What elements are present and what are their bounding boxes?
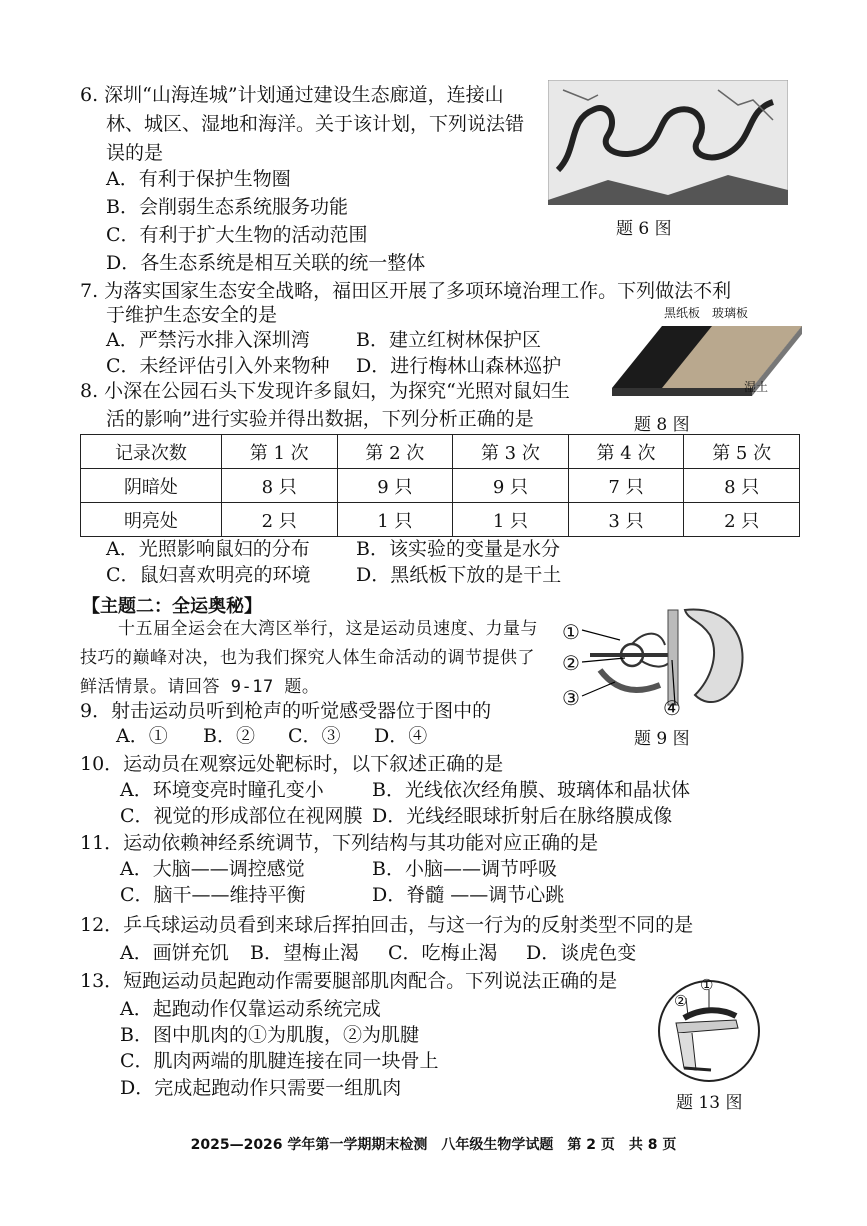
q10-option-c: C．视觉的形成部位在视网膜 bbox=[120, 805, 363, 827]
q11-stem: 11．运动依赖神经系统调节，下列结构与其功能对应正确的是 bbox=[80, 832, 599, 854]
table-header-cell: 第 4 次 bbox=[568, 435, 684, 469]
q12-stem: 12．乒乓球运动员看到来球后挥拍回击，与这一行为的反射类型不同的是 bbox=[80, 914, 694, 936]
q7-stem-line-2: 于维护生态安全的是 bbox=[106, 304, 278, 326]
q7-option-b: B．建立红树林保护区 bbox=[356, 329, 541, 351]
page-footer: 2025—2026 学年第一学期期末检测 八年级生物学试题 第 2 页 共 8 页 bbox=[190, 1137, 677, 1153]
table-header-cell: 第 5 次 bbox=[684, 435, 800, 469]
q6-stem-line-2: 林、城区、湿地和海洋。关于该计划，下列说法错 bbox=[106, 113, 525, 135]
q13-stem: 13．短跑运动员起跑动作需要腿部肌肉配合。下列说法正确的是 bbox=[80, 970, 618, 992]
table-header-cell: 第 2 次 bbox=[337, 435, 453, 469]
q13-option-c: C．肌肉两端的肌腱连接在同一块骨上 bbox=[120, 1050, 439, 1072]
q9-label-1: ① bbox=[562, 620, 580, 644]
q8-option-c: C．鼠妇喜欢明亮的环境 bbox=[106, 564, 311, 586]
q6-stem-line-1: 6. 深圳“山海连城”计划通过建设生态廊道，连接山 bbox=[80, 84, 504, 106]
table-cell: 阴暗处 bbox=[81, 469, 222, 503]
q13-option-b: B．图中肌肉的①为肌腹，②为肌腱 bbox=[120, 1024, 419, 1046]
table-cell: 7 只 bbox=[568, 469, 684, 503]
q8-box-figure bbox=[602, 318, 802, 398]
q13-option-a: A．起跑动作仅靠运动系统完成 bbox=[120, 998, 381, 1020]
table-cell: 明亮处 bbox=[81, 503, 222, 537]
q6-stem-line-3: 误的是 bbox=[106, 142, 164, 164]
q6-option-b: B．会削弱生态系统服务功能 bbox=[106, 196, 348, 218]
q9-ear-figure bbox=[560, 600, 755, 715]
q8-stem-line-2: 活的影响”进行实验并得出数据，下列分析正确的是 bbox=[106, 408, 534, 430]
table-cell: 1 只 bbox=[453, 503, 569, 537]
q9-stem: 9．射击运动员听到枪声的听觉感受器位于图中的 bbox=[80, 700, 492, 722]
table-cell: 9 只 bbox=[453, 469, 569, 503]
q6-option-d: D．各生态系统是相互关联的统一整体 bbox=[106, 252, 426, 274]
q8-option-a: A．光照影响鼠妇的分布 bbox=[106, 538, 310, 560]
q7-option-d: D．进行梅林山森林巡护 bbox=[356, 355, 562, 377]
q8-label-glass-board: 玻璃板 bbox=[712, 306, 749, 320]
q9-figure-caption: 题 9 图 bbox=[634, 729, 690, 749]
q11-option-b: B．小脑——调节呼吸 bbox=[372, 858, 557, 880]
q13-figure-caption: 题 13 图 bbox=[676, 1093, 743, 1113]
q10-option-d: D．光线经眼球折射后在脉络膜成像 bbox=[372, 805, 673, 827]
q8-option-d: D．黑纸板下放的是干土 bbox=[356, 564, 562, 586]
q11-option-c: C．脑干——维持平衡 bbox=[120, 884, 306, 906]
q12-option-b: B．望梅止渴 bbox=[250, 942, 359, 964]
q9-label-4: ④ bbox=[663, 696, 681, 720]
table-cell: 8 只 bbox=[684, 469, 800, 503]
table-row bbox=[81, 469, 800, 503]
table-cell: 9 只 bbox=[337, 469, 453, 503]
theme2-title: 【主题二：全运奥秘】 bbox=[82, 596, 262, 617]
q10-option-a: A．环境变亮时瞳孔变小 bbox=[120, 779, 324, 801]
q12-option-c: C．吃梅止渴 bbox=[388, 942, 498, 964]
theme2-passage: 十五届全运会在大湾区举行，这是运动员速度、力量与技巧的巅峰对决，也为我们探究人体生命活动的调节提供了鲜活情景。请回答 9-17 题。 bbox=[80, 619, 538, 697]
q8-stem-line-1: 8. 小深在公园石头下发现许多鼠妇，为探究“光照对鼠妇生 bbox=[80, 380, 570, 402]
q13-option-d: D．完成起跑动作只需要一组肌肉 bbox=[120, 1077, 402, 1099]
q11-option-d: D．脊髓 ——调节心跳 bbox=[372, 884, 565, 906]
table-header-cell: 记录次数 bbox=[81, 435, 222, 469]
q8-option-b: B．该实验的变量是水分 bbox=[356, 538, 560, 560]
q9-option-a: A．① bbox=[116, 725, 168, 747]
table-cell: 2 只 bbox=[221, 503, 337, 537]
q7-stem-line-1: 7. 为落实国家生态安全战略，福田区开展了多项环境治理工作。下列做法不利 bbox=[80, 280, 732, 302]
q8-label-black-board: 黑纸板 bbox=[664, 306, 701, 320]
q7-option-c: C．未经评估引入外来物种 bbox=[106, 355, 330, 377]
q9-option-b: B．② bbox=[203, 725, 255, 747]
table-header-cell: 第 3 次 bbox=[453, 435, 569, 469]
q10-option-b: B．光线依次经角膜、玻璃体和晶状体 bbox=[372, 779, 690, 801]
q13-label-1: ① bbox=[700, 976, 714, 994]
q12-option-a: A．画饼充饥 bbox=[120, 942, 229, 964]
table-header-row bbox=[81, 435, 800, 469]
q6-option-a: A．有利于保护生物圈 bbox=[106, 168, 291, 190]
q6-option-c: C．有利于扩大生物的活动范围 bbox=[106, 224, 368, 246]
q11-option-a: A．大脑——调控感觉 bbox=[120, 858, 305, 880]
q8-figure-caption: 题 8 图 bbox=[634, 415, 690, 435]
q9-label-3: ③ bbox=[562, 686, 580, 710]
q6-map-figure bbox=[548, 80, 788, 205]
q8-label-soil: 湿土 bbox=[744, 380, 769, 394]
q9-option-c: C．③ bbox=[288, 725, 341, 747]
q9-option-d: D．④ bbox=[374, 725, 428, 747]
table-row bbox=[81, 503, 800, 537]
table-cell: 8 只 bbox=[221, 469, 337, 503]
q13-label-2: ② bbox=[674, 992, 688, 1010]
q9-label-2: ② bbox=[562, 651, 580, 675]
table-header-cell: 第 1 次 bbox=[221, 435, 337, 469]
q12-option-d: D．谈虎色变 bbox=[526, 942, 637, 964]
table-cell: 1 只 bbox=[337, 503, 453, 537]
q8-data-table bbox=[80, 434, 800, 537]
table-cell: 3 只 bbox=[568, 503, 684, 537]
q6-figure-caption: 题 6 图 bbox=[616, 219, 672, 239]
table-cell: 2 只 bbox=[684, 503, 800, 537]
q7-option-a: A．严禁污水排入深圳湾 bbox=[106, 329, 310, 351]
q10-stem: 10．运动员在观察远处靶标时，以下叙述正确的是 bbox=[80, 753, 504, 775]
